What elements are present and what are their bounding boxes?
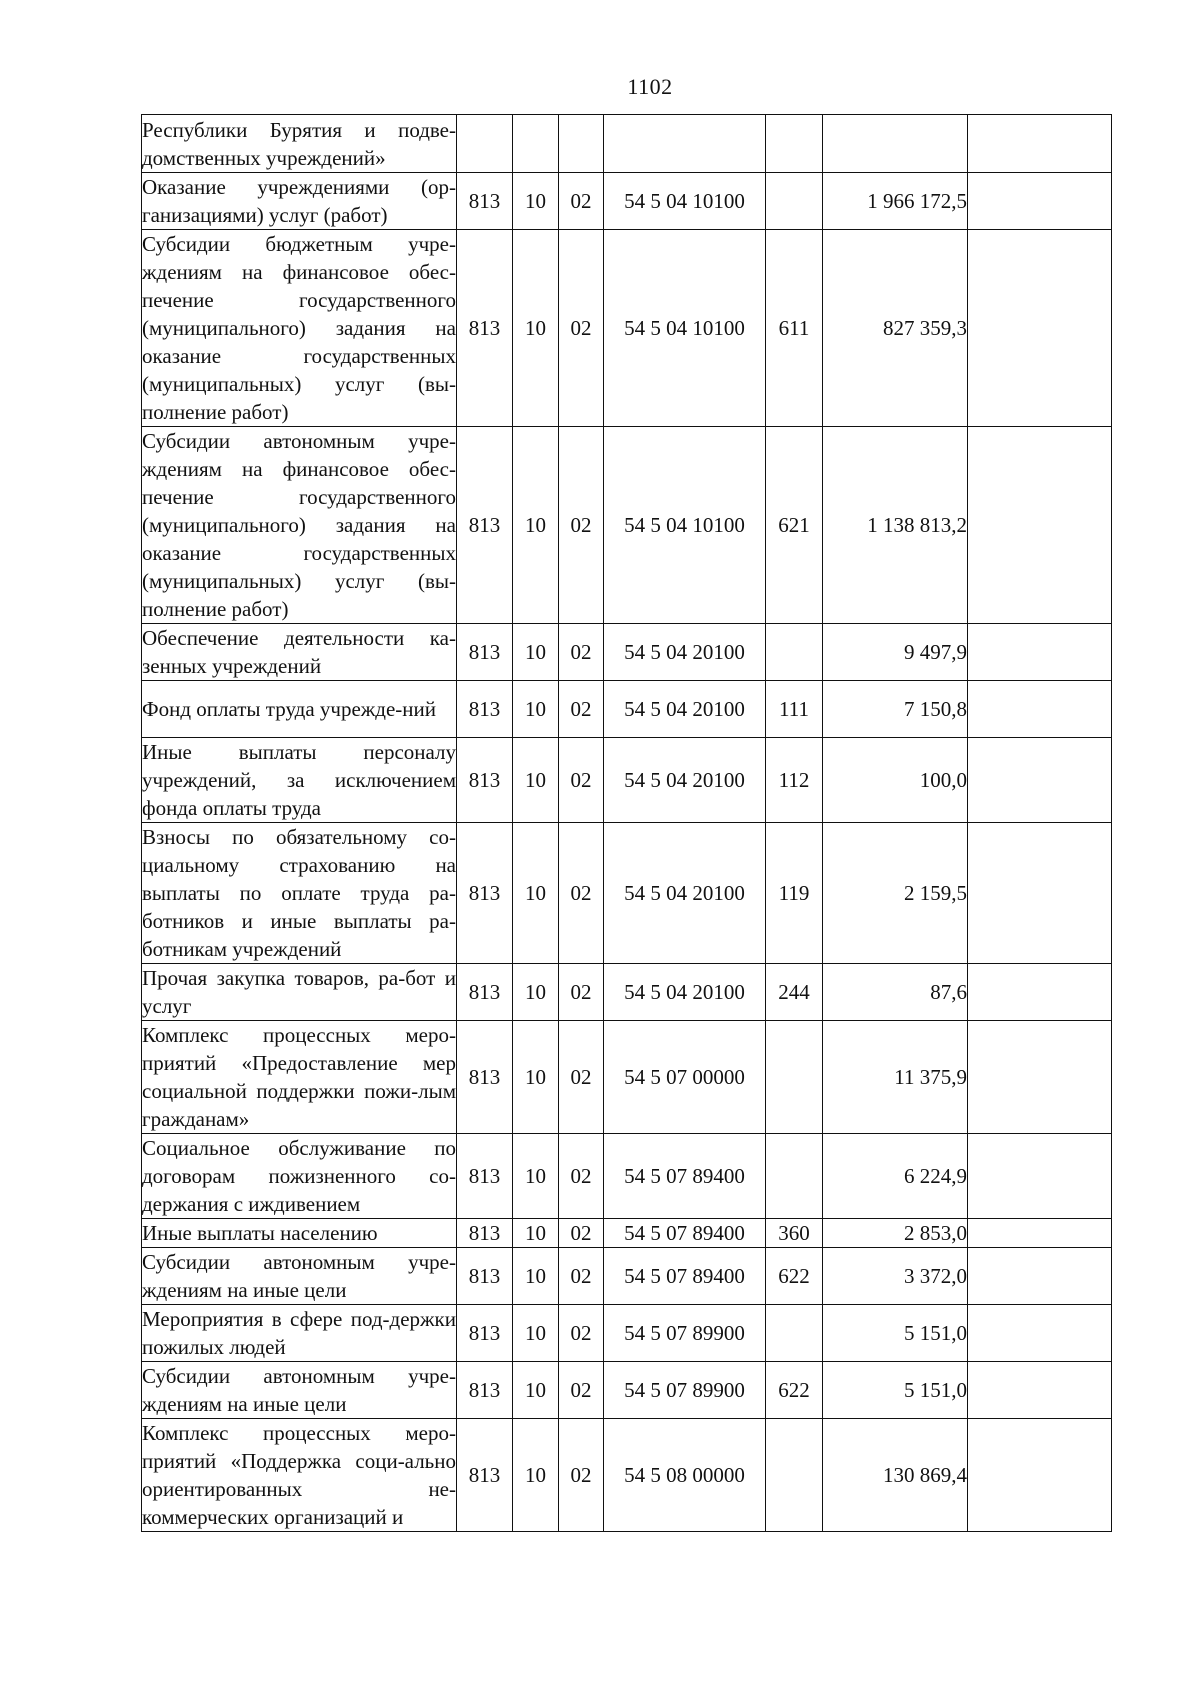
ministry-code — [457, 115, 513, 173]
section-code: 10 — [513, 964, 559, 1021]
subsection-code: 02 — [559, 823, 604, 964]
expense-type-code: 611 — [766, 230, 823, 427]
expense-type-code — [766, 1305, 823, 1362]
ministry-code: 813 — [457, 1248, 513, 1305]
section-code: 10 — [513, 173, 559, 230]
table-row — [142, 1219, 1112, 1248]
target-article-code: 54 5 04 20100 — [604, 738, 766, 823]
target-article-code: 54 5 04 20100 — [604, 964, 766, 1021]
subsection-code: 02 — [559, 681, 604, 738]
item-name: Субсидии бюджетным учре-ждениям на финансовое обес-печение государственного (муниципального) задания на оказание государственных (муниципальных) услуг (вы-полнение работ) — [142, 230, 457, 427]
ministry-code: 813 — [457, 823, 513, 964]
extra-cell — [968, 427, 1112, 624]
subsection-code: 02 — [559, 964, 604, 1021]
extra-cell — [968, 823, 1112, 964]
section-code: 10 — [513, 1134, 559, 1219]
ministry-code: 813 — [457, 964, 513, 1021]
item-name: Мероприятия в сфере под-держки пожилых людей — [142, 1305, 457, 1362]
section-code: 10 — [513, 624, 559, 681]
amount: 6 224,9 — [823, 1134, 968, 1219]
subsection-code: 02 — [559, 1362, 604, 1419]
subsection-code: 02 — [559, 1248, 604, 1305]
expense-type-code — [766, 624, 823, 681]
item-name: Иные выплаты населению — [142, 1219, 457, 1248]
table-row — [142, 1248, 1112, 1305]
expense-type-code: 360 — [766, 1219, 823, 1248]
budget-table — [141, 114, 1112, 1532]
amount: 3 372,0 — [823, 1248, 968, 1305]
target-article-code: 54 5 04 20100 — [604, 624, 766, 681]
item-name: Обеспечение деятельности ка-зенных учреждений — [142, 624, 457, 681]
extra-cell — [968, 1219, 1112, 1248]
expense-type-code — [766, 1021, 823, 1134]
ministry-code: 813 — [457, 427, 513, 624]
item-name: Оказание учреждениями (ор-ганизациями) услуг (работ) — [142, 173, 457, 230]
extra-cell — [968, 115, 1112, 173]
target-article-code: 54 5 04 20100 — [604, 823, 766, 964]
table-row — [142, 427, 1112, 624]
section-code: 10 — [513, 1305, 559, 1362]
extra-cell — [968, 964, 1112, 1021]
expense-type-code: 621 — [766, 427, 823, 624]
section-code: 10 — [513, 681, 559, 738]
subsection-code: 02 — [559, 1021, 604, 1134]
table-row — [142, 964, 1112, 1021]
target-article-code: 54 5 04 20100 — [604, 681, 766, 738]
ministry-code: 813 — [457, 624, 513, 681]
expense-type-code: 111 — [766, 681, 823, 738]
ministry-code: 813 — [457, 1219, 513, 1248]
target-article-code: 54 5 07 89400 — [604, 1248, 766, 1305]
table-row — [142, 230, 1112, 427]
item-name: Прочая закупка товаров, ра-бот и услуг — [142, 964, 457, 1021]
target-article-code: 54 5 04 10100 — [604, 173, 766, 230]
subsection-code: 02 — [559, 1219, 604, 1248]
amount: 827 359,3 — [823, 230, 968, 427]
target-article-code: 54 5 07 00000 — [604, 1021, 766, 1134]
extra-cell — [968, 1134, 1112, 1219]
amount: 100,0 — [823, 738, 968, 823]
table-row — [142, 1419, 1112, 1532]
table-row — [142, 1021, 1112, 1134]
table-row — [142, 1362, 1112, 1419]
extra-cell — [968, 1248, 1112, 1305]
table-body — [142, 115, 1112, 1532]
section-code: 10 — [513, 1021, 559, 1134]
ministry-code: 813 — [457, 173, 513, 230]
item-name: Взносы по обязательному со-циальному страхованию на выплаты по оплате труда ра-ботников и иные выплаты ра-ботникам учреждений — [142, 823, 457, 964]
extra-cell — [968, 230, 1112, 427]
subsection-code: 02 — [559, 1305, 604, 1362]
subsection-code: 02 — [559, 230, 604, 427]
subsection-code: 02 — [559, 1134, 604, 1219]
ministry-code: 813 — [457, 681, 513, 738]
extra-cell — [968, 1362, 1112, 1419]
expense-type-code: 244 — [766, 964, 823, 1021]
section-code — [513, 115, 559, 173]
target-article-code: 54 5 04 10100 — [604, 427, 766, 624]
expense-type-code — [766, 1134, 823, 1219]
amount: 5 151,0 — [823, 1305, 968, 1362]
amount: 9 497,9 — [823, 624, 968, 681]
target-article-code: 54 5 04 10100 — [604, 230, 766, 427]
table-row — [142, 823, 1112, 964]
subsection-code: 02 — [559, 624, 604, 681]
item-name: Комплекс процессных меро-приятий «Поддержка соци-ально ориентированных не-коммерческих организаций и — [142, 1419, 457, 1532]
amount: 5 151,0 — [823, 1362, 968, 1419]
ministry-code: 813 — [457, 1419, 513, 1532]
table-row — [142, 681, 1112, 738]
ministry-code: 813 — [457, 1362, 513, 1419]
subsection-code — [559, 115, 604, 173]
expense-type-code: 112 — [766, 738, 823, 823]
expense-type-code: 622 — [766, 1362, 823, 1419]
amount: 2 159,5 — [823, 823, 968, 964]
section-code: 10 — [513, 738, 559, 823]
subsection-code: 02 — [559, 738, 604, 823]
table-row — [142, 1134, 1112, 1219]
amount: 1 966 172,5 — [823, 173, 968, 230]
table-row — [142, 115, 1112, 173]
section-code: 10 — [513, 1219, 559, 1248]
subsection-code: 02 — [559, 1419, 604, 1532]
table-row — [142, 624, 1112, 681]
subsection-code: 02 — [559, 173, 604, 230]
extra-cell — [968, 1419, 1112, 1532]
extra-cell — [968, 1305, 1112, 1362]
table-row — [142, 173, 1112, 230]
ministry-code: 813 — [457, 1021, 513, 1134]
subsection-code: 02 — [559, 427, 604, 624]
table-row — [142, 738, 1112, 823]
ministry-code: 813 — [457, 738, 513, 823]
target-article-code: 54 5 07 89400 — [604, 1219, 766, 1248]
ministry-code: 813 — [457, 1134, 513, 1219]
expense-type-code — [766, 115, 823, 173]
extra-cell — [968, 738, 1112, 823]
extra-cell — [968, 173, 1112, 230]
target-article-code — [604, 115, 766, 173]
item-name: Иные выплаты персоналу учреждений, за исключением фонда оплаты труда — [142, 738, 457, 823]
target-article-code: 54 5 08 00000 — [604, 1419, 766, 1532]
section-code: 10 — [513, 823, 559, 964]
item-name: Субсидии автономным учре-ждениям на финансовое обес-печение государственного (муниципального) задания на оказание государственных (муниципальных) услуг (вы-полнение работ) — [142, 427, 457, 624]
item-name: Социальное обслуживание по договорам пожизненного со-держания с иждивением — [142, 1134, 457, 1219]
extra-cell — [968, 681, 1112, 738]
amount: 7 150,8 — [823, 681, 968, 738]
page-number: 1102 — [627, 74, 673, 99]
amount: 2 853,0 — [823, 1219, 968, 1248]
expense-type-code — [766, 1419, 823, 1532]
amount: 1 138 813,2 — [823, 427, 968, 624]
section-code: 10 — [513, 1419, 559, 1532]
section-code: 10 — [513, 1362, 559, 1419]
target-article-code: 54 5 07 89900 — [604, 1305, 766, 1362]
section-code: 10 — [513, 230, 559, 427]
amount — [823, 115, 968, 173]
amount: 87,6 — [823, 964, 968, 1021]
item-name: Фонд оплаты труда учрежде-ний — [142, 681, 457, 738]
amount: 130 869,4 — [823, 1419, 968, 1532]
ministry-code: 813 — [457, 230, 513, 427]
ministry-code: 813 — [457, 1305, 513, 1362]
table-row — [142, 1305, 1112, 1362]
extra-cell — [968, 1021, 1112, 1134]
section-code: 10 — [513, 1248, 559, 1305]
target-article-code: 54 5 07 89400 — [604, 1134, 766, 1219]
item-name: Субсидии автономным учре-ждениям на иные цели — [142, 1248, 457, 1305]
target-article-code: 54 5 07 89900 — [604, 1362, 766, 1419]
item-name: Республики Бурятия и подве-домственных учреждений» — [142, 115, 457, 173]
section-code: 10 — [513, 427, 559, 624]
expense-type-code — [766, 173, 823, 230]
item-name: Субсидии автономным учре-ждениям на иные цели — [142, 1362, 457, 1419]
extra-cell — [968, 624, 1112, 681]
amount: 11 375,9 — [823, 1021, 968, 1134]
expense-type-code: 622 — [766, 1248, 823, 1305]
expense-type-code: 119 — [766, 823, 823, 964]
item-name: Комплекс процессных меро-приятий «Предоставление мер социальной поддержки пожи-лым гражданам» — [142, 1021, 457, 1134]
